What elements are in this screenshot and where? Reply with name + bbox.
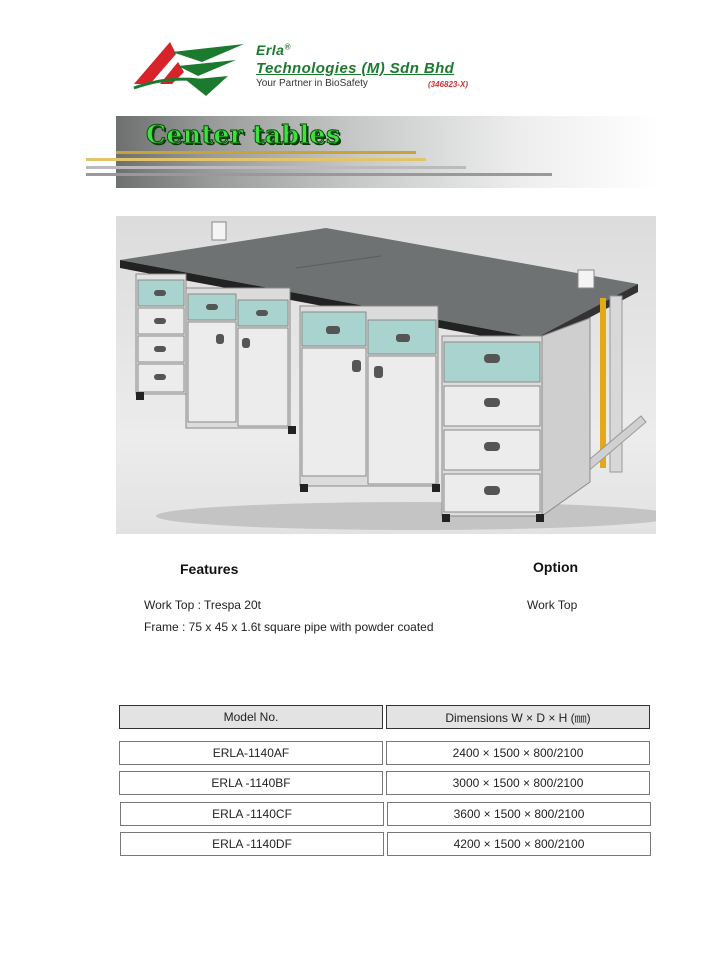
table-cell-dimensions: 3000 × 1500 × 800/2100 [386,771,650,795]
table-cell-dimensions: 2400 × 1500 × 800/2100 [386,741,650,765]
table-cell-model: ERLA -1140BF [119,771,383,795]
banner-streak [86,173,552,176]
table-cell-model: ERLA -1140CF [120,802,384,826]
table-header-model: Model No. [119,705,383,729]
brand-tagline: Your Partner in BioSafety [256,78,368,89]
feature-item: Frame : 75 x 45 x 1.6t square pipe with powder coated [144,620,434,634]
registered-mark: ® [284,42,291,52]
table-cell-dimensions: 4200 × 1500 × 800/2100 [387,832,651,856]
center-table-illustration [116,216,656,534]
brand-registration: (346823-X) [428,80,469,89]
table-cell-dimensions: 3600 × 1500 × 800/2100 [387,802,651,826]
features-heading: Features [180,561,239,577]
brand-company: Technologies (M) Sdn Bhd [256,60,455,77]
banner-streak [86,158,426,161]
option-item: Work Top [527,598,578,612]
option-heading: Option [533,559,579,575]
table-header-dimensions: Dimensions W × D × H (㎜) [386,705,650,729]
feature-item: Work Top : Trespa 20t [144,598,261,612]
brand-name: Erla [256,42,285,58]
product-photo [116,216,656,534]
erla-logo-mark-icon [132,38,252,100]
table-cell-model: ERLA -1140DF [120,832,384,856]
company-logo [132,38,492,100]
banner-streak [86,166,466,169]
title-banner [116,116,660,188]
table-cell-model: ERLA-1140AF [119,741,383,765]
page-title: Center tables [146,120,341,149]
banner-streak [116,151,416,154]
